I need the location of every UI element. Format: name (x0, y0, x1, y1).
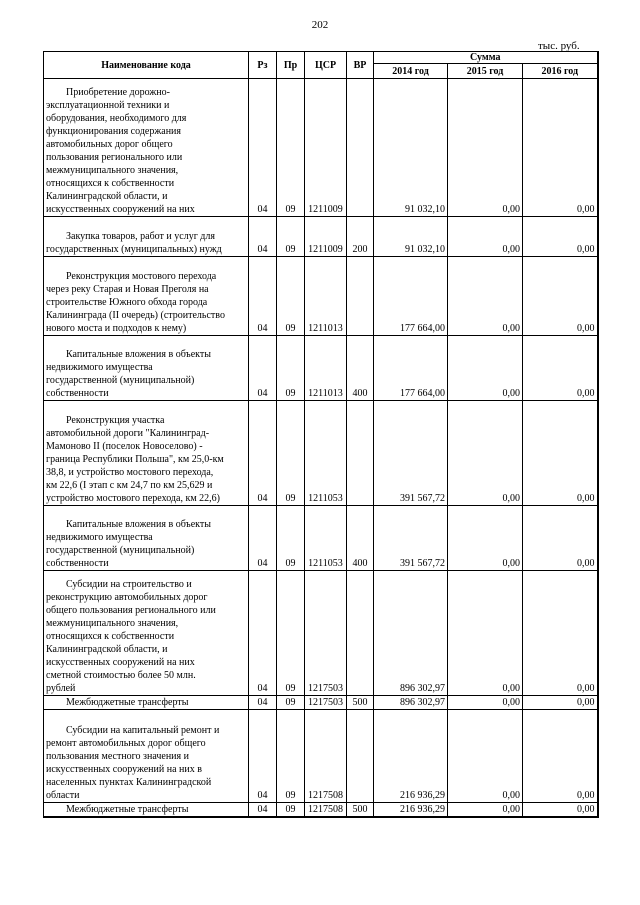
table-row (44, 571, 598, 696)
row-name-line (46, 401, 246, 414)
row-name-line: Реконструкция участка (66, 415, 165, 426)
row-name-line: автомобильных дорог общего (46, 139, 173, 150)
header-2016: 2016 год (523, 64, 598, 79)
table-row (44, 506, 598, 571)
cell-y2014: 896 302,97 (374, 696, 448, 710)
table-row (44, 401, 598, 506)
row-name-line: устройство мостового перехода, км 22,6) (46, 493, 220, 504)
row-name (44, 710, 249, 803)
row-name-line: Калининградской области, и (46, 191, 168, 202)
cell-y2015: 0,00 (448, 336, 523, 401)
table-row (44, 217, 598, 257)
row-name (44, 803, 249, 818)
row-name-line: ремонт автомобильных дорог общего (46, 738, 206, 749)
cell-y2016: 0,00 (523, 79, 598, 217)
cell-vr: 400 (347, 506, 374, 571)
cell-y2015: 0,00 (448, 803, 523, 818)
row-name-line: граница Республики Польша", км 25,0-км (46, 454, 224, 465)
header-rz: Рз (249, 52, 277, 79)
cell-y2014: 896 302,97 (374, 571, 448, 696)
cell-y2014: 216 936,29 (374, 803, 448, 818)
row-name-line: межмуниципального значения, (46, 165, 179, 176)
cell-csr: 1211009 (305, 79, 347, 217)
page-number: 202 (311, 19, 329, 31)
row-name-line: Калининграда (II очередь) (строительство (46, 310, 225, 321)
cell-rz: 04 (249, 506, 277, 571)
row-name-line: государственной (муниципальной) (46, 375, 195, 386)
cell-rz: 04 (249, 217, 277, 257)
cell-vr (347, 79, 374, 217)
row-name-line: рублей (46, 683, 76, 694)
table-row (44, 336, 598, 401)
cell-y2015: 0,00 (448, 257, 523, 336)
cell-rz: 04 (249, 401, 277, 506)
cell-vr (347, 257, 374, 336)
row-name-line: государственной (муниципальной) (46, 545, 195, 556)
cell-pr: 09 (277, 79, 305, 217)
table-row (44, 710, 598, 803)
cell-y2016: 0,00 (523, 217, 598, 257)
cell-vr (347, 401, 374, 506)
cell-vr: 200 (347, 217, 374, 257)
row-name-line: недвижимого имущества (46, 362, 153, 373)
row-name-line: относящихся к собственности (46, 631, 175, 642)
row-name-line: реконструкцию автомобильных дорог (46, 592, 208, 603)
cell-rz: 04 (249, 79, 277, 217)
row-name-line (46, 257, 246, 270)
cell-pr: 09 (277, 217, 305, 257)
cell-y2015: 0,00 (448, 710, 523, 803)
header-2014: 2014 год (374, 64, 448, 79)
row-name-line: Реконструкция мостового перехода (66, 271, 217, 282)
header-pr: Пр (277, 52, 305, 79)
cell-pr: 09 (277, 696, 305, 710)
row-name (44, 336, 249, 401)
cell-vr: 400 (347, 336, 374, 401)
cell-y2016: 0,00 (523, 803, 598, 818)
row-name-line: через реку Старая и Новая Преголя на (46, 284, 209, 295)
row-name-line: нового моста и подходов к нему) (46, 323, 187, 334)
cell-y2014: 391 567,72 (374, 506, 448, 571)
table-row (44, 257, 598, 336)
cell-y2015: 0,00 (448, 217, 523, 257)
table-body (44, 79, 598, 818)
cell-csr: 1217503 (305, 696, 347, 710)
cell-rz: 04 (249, 571, 277, 696)
row-name-line: Приобретение дорожно- (66, 87, 170, 98)
cell-y2014: 91 032,10 (374, 79, 448, 217)
row-name-line: межмуниципального значения, (46, 618, 179, 629)
row-name-line: искусственных сооружений на них в (46, 764, 202, 775)
cell-y2014: 391 567,72 (374, 401, 448, 506)
row-name (44, 79, 249, 217)
row-name-line: искусственных сооружений на них (46, 657, 195, 668)
cell-vr: 500 (347, 803, 374, 818)
cell-y2015: 0,00 (448, 79, 523, 217)
cell-vr: 500 (347, 696, 374, 710)
row-name-line: Закупка товаров, работ и услуг для (66, 231, 215, 242)
cell-y2016: 0,00 (523, 336, 598, 401)
row-name-line: собственности (46, 388, 109, 399)
cell-csr: 1211009 (305, 217, 347, 257)
row-name-line: Межбюджетные трансферты (66, 697, 189, 708)
cell-pr: 09 (277, 803, 305, 818)
cell-y2016: 0,00 (523, 257, 598, 336)
table-row (44, 803, 598, 818)
cell-csr: 1211013 (305, 257, 347, 336)
row-name-line: км 22,6 (I этап с км 24,7 по км 25,629 и (46, 480, 213, 491)
row-name-line: 38,8, и устройство мостового перехода, (46, 467, 214, 478)
row-name-line: Капитальные вложения в объекты (66, 519, 211, 530)
cell-pr: 09 (277, 571, 305, 696)
row-name-line: Калининградской области, и (46, 644, 168, 655)
row-name-line: недвижимого имущества (46, 532, 153, 543)
row-name-line: государственных (муниципальных) нужд (46, 244, 222, 255)
row-name-line: Субсидии на строительство и (66, 579, 192, 590)
row-name-line: относящихся к собственности (46, 178, 175, 189)
cell-csr: 1217508 (305, 803, 347, 818)
cell-y2015: 0,00 (448, 401, 523, 506)
row-name (44, 401, 249, 506)
cell-y2014: 177 664,00 (374, 257, 448, 336)
header-vr: ВР (347, 52, 374, 79)
cell-y2015: 0,00 (448, 571, 523, 696)
row-name-line: сметной стоимостью более 50 млн. (46, 670, 196, 681)
cell-pr: 09 (277, 336, 305, 401)
row-name-line: Межбюджетные трансферты (66, 804, 189, 815)
cell-y2016: 0,00 (523, 506, 598, 571)
row-name-line: населенных пунктах Калининградской (46, 777, 212, 788)
row-name (44, 217, 249, 257)
table-header (44, 52, 598, 79)
row-name-line: Капитальные вложения в объекты (66, 349, 211, 360)
table-row (44, 696, 598, 710)
row-name-line: искусственных сооружений на них (46, 204, 195, 215)
cell-y2015: 0,00 (448, 696, 523, 710)
row-name (44, 571, 249, 696)
cell-csr: 1217508 (305, 710, 347, 803)
cell-y2014: 177 664,00 (374, 336, 448, 401)
row-name-line: собственности (46, 558, 109, 569)
row-name-line: Мамоново II (поселок Новоселово) - (46, 441, 203, 452)
header-2015: 2015 год (448, 64, 523, 79)
table-row (44, 79, 598, 217)
row-name-line: общего пользования регионального или (46, 605, 216, 616)
cell-rz: 04 (249, 696, 277, 710)
cell-vr (347, 571, 374, 696)
cell-y2016: 0,00 (523, 571, 598, 696)
cell-pr: 09 (277, 257, 305, 336)
cell-pr: 09 (277, 506, 305, 571)
row-name-line: эксплуатационной техники и (46, 100, 170, 111)
cell-rz: 04 (249, 257, 277, 336)
cell-y2016: 0,00 (523, 710, 598, 803)
header-name: Наименование кода (44, 52, 249, 79)
cell-pr: 09 (277, 401, 305, 506)
row-name (44, 506, 249, 571)
row-name-line: области (46, 790, 80, 801)
cell-vr (347, 710, 374, 803)
row-name-line: оборудования, необходимого для (46, 113, 187, 124)
row-name-line: пользования регионального или (46, 152, 183, 163)
cell-csr: 1211013 (305, 336, 347, 401)
row-name-line: функционирования содержания (46, 126, 182, 137)
row-name-line (46, 217, 246, 230)
cell-y2016: 0,00 (523, 401, 598, 506)
cell-csr: 1211053 (305, 506, 347, 571)
cell-y2014: 216 936,29 (374, 710, 448, 803)
row-name-line: автомобильной дороги "Калининград- (46, 428, 210, 439)
units-label: тыс. руб. (538, 40, 580, 52)
cell-y2016: 0,00 (523, 696, 598, 710)
row-name-line: пользования местного значения и (46, 751, 189, 762)
cell-pr: 09 (277, 710, 305, 803)
cell-rz: 04 (249, 803, 277, 818)
row-name-line: строительстве Южного обхода города (46, 297, 208, 308)
cell-rz: 04 (249, 336, 277, 401)
cell-csr: 1217503 (305, 571, 347, 696)
cell-csr: 1211053 (305, 401, 347, 506)
row-name (44, 696, 249, 710)
budget-table (43, 51, 599, 818)
header-csr: ЦСР (305, 52, 347, 79)
row-name (44, 257, 249, 336)
row-name-line: Субсидии на капитальный ремонт и (66, 725, 220, 736)
header-sum: Сумма (374, 52, 598, 64)
cell-y2015: 0,00 (448, 506, 523, 571)
cell-y2014: 91 032,10 (374, 217, 448, 257)
cell-rz: 04 (249, 710, 277, 803)
